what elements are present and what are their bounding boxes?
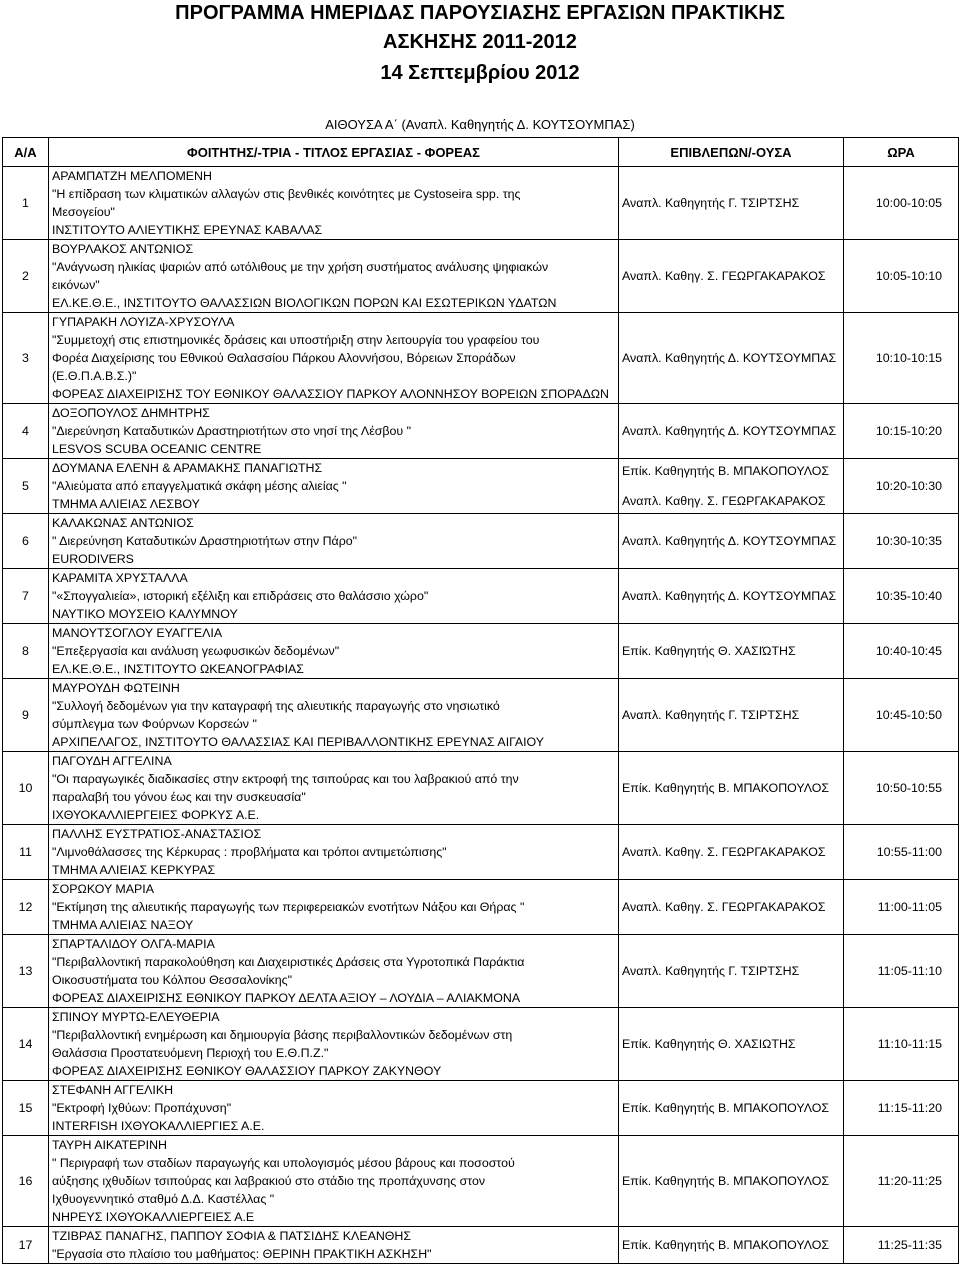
student-cell-line: ΔΟΞΟΠΟΥΛΟΣ ΔΗΜΗΤΡΗΣ [52, 406, 210, 420]
supervisor-cell [619, 404, 844, 459]
supervisor-name: Αναπλ. Καθηγητής Δ. ΚΟΥΤΣΟΥΜΠΑΣ [622, 351, 837, 365]
row-number: 12 [3, 880, 49, 935]
row-number: 5 [3, 459, 49, 514]
table-row [3, 880, 959, 935]
student-cell-line: Μεσογείου" [52, 205, 115, 219]
row-number: 15 [3, 1081, 49, 1136]
student-cell-line: "Λιμνοθάλασσες της Κέρκυρας : προβλήματα και τρόποι αντιμετώπισης" [52, 845, 447, 859]
supervisor-name: Αναπλ. Καθηγητής Δ. ΚΟΥΤΣΟΥΜΠΑΣ [622, 534, 837, 548]
supervisor-name: Αναπλ. Καθηγ. Σ. ΓΕΩΡΓΑΚΑΡΑΚΟΣ [622, 269, 826, 283]
row-number: 6 [3, 514, 49, 569]
supervisor-cell [619, 1136, 844, 1227]
supervisor-cell [619, 240, 844, 313]
student-cell-line: ΤΖΙΒΡΑΣ ΠΑΝΑΓΗΣ, ΠΑΠΠΟΥ ΣΟΦΙΑ & ΠΑΤΣΙΔΗΣ ΚΛΕΑΝΘΗΣ [52, 1229, 412, 1243]
supervisor-cell [619, 1227, 844, 1264]
supervisor-cell [619, 459, 844, 514]
supervisor-cell [619, 313, 844, 404]
time-slot: 10:00-10:05 [844, 167, 959, 240]
student-cell-line: ΣΤΕΦΑΝΗ ΑΓΓΕΛΙΚΗ [52, 1083, 174, 1097]
student-cell-line: "Οι παραγωγικές διαδικασίες στην εκτροφή της τσιπούρας και του λαβρακιού από την [52, 772, 519, 786]
student-cell-line: "Εκτίμηση της αλιευτικής παραγωγής των περιφερειακών ενοτήτων Νάξου και Θήρας " [52, 900, 525, 914]
supervisor-cell [619, 679, 844, 752]
schedule-rows [3, 167, 959, 1264]
table-row [3, 514, 959, 569]
student-cell-line: "Διερεύνηση Καταδυτικών Δραστηριοτήτων στο νησί της Λέσβου " [52, 424, 411, 438]
student-cell-line: (Ε.Θ.Π.Α.Β.Σ.)" [52, 369, 137, 383]
supervisor-name: Επίκ. Καθηγητής Β. ΜΠΑΚΟΠΟΥΛΟΣ [622, 1174, 830, 1188]
student-cell-line: Θαλάσσια Προστατευόμενη Περιοχή του Ε.Θ.Π.Ζ." [52, 1046, 329, 1060]
program-title-line-2: ΑΣΚΗΣΗΣ 2011-2012 [383, 31, 577, 53]
supervisor-name: Αναπλ. Καθηγ. Σ. ΓΕΩΡΓΑΚΑΡΑΚΟΣ [622, 900, 826, 914]
student-cell-line: αύξησης ιχθυδίων τσιπούρας και λαβρακιού στο στάδιο της προπάχυνσης στον [52, 1174, 486, 1188]
student-cell-line: ΒΟΥΡΛΑΚΟΣ ΑΝΤΩΝΙΟΣ [52, 242, 194, 256]
supervisor-name: Αναπλ. Καθηγητής Δ. ΚΟΥΤΣΟΥΜΠΑΣ [622, 589, 837, 603]
student-cell-line: Οικοσυστήματα του Κόλπου Θεσσαλονίκης" [52, 973, 293, 987]
student-cell-line: ΚΑΛΑΚΩΝΑΣ ΑΝΤΩΝΙΟΣ [52, 516, 194, 530]
time-slot: 10:45-10:50 [844, 679, 959, 752]
student-cell-line: "Ανάγνωση ηλικίας ψαριών από ωτόλιθους με την χρήση συστήματος ανάλυσης ψηφιακών [52, 260, 549, 274]
time-slot: 10:30-10:35 [844, 514, 959, 569]
time-slot: 11:10-11:15 [844, 1008, 959, 1081]
time-slot: 11:20-11:25 [844, 1136, 959, 1227]
student-cell-line: ΝΑΥΤΙΚΟ ΜΟΥΣΕΙΟ ΚΑΛΥΜΝΟΥ [52, 607, 238, 621]
supervisor-name: Επίκ. Καθηγητής Θ. ΧΑΣΙΏΤΗΣ [622, 644, 796, 658]
time-slot: 11:05-11:10 [844, 935, 959, 1008]
student-cell-line: ΤΜΗΜΑ ΑΛΙΕΙΑΣ ΝΑΞΟΥ [52, 918, 194, 932]
student-cell [49, 935, 619, 1008]
student-cell-line: ΠΑΓΟΥΔΗ ΑΓΓΕΛΙΝΑ [52, 754, 172, 768]
row-number: 14 [3, 1008, 49, 1081]
student-cell-line: ΜΑΥΡΟΥΔΗ ΦΩΤΕΙΝΗ [52, 681, 180, 695]
time-slot: 10:05-10:10 [844, 240, 959, 313]
row-number: 3 [3, 313, 49, 404]
supervisor-cell [619, 935, 844, 1008]
time-slot: 10:10-10:15 [844, 313, 959, 404]
student-cell [49, 1136, 619, 1227]
student-cell [49, 459, 619, 514]
student-cell-line: "Αλιεύματα από επαγγελματικά σκάφη μέσης αλιείας " [52, 479, 347, 493]
supervisor-name: Αναπλ. Καθηγητής Γ. ΤΣΙΡΤΣΗΣ [622, 708, 800, 722]
student-cell [49, 1227, 619, 1264]
row-number: 9 [3, 679, 49, 752]
student-cell [49, 825, 619, 880]
hall-label: ΑΙΘΟΥΣΑ Α΄ (Αναπλ. Καθηγητής Δ. ΚΟΥΤΣΟΥΜΠΑΣ) [325, 117, 635, 132]
supervisor-name: Επίκ. Καθηγητής Θ. ΧΑΣΙΩΤΗΣ [622, 1037, 796, 1051]
table-row [3, 569, 959, 624]
row-number: 2 [3, 240, 49, 313]
time-slot: 10:40-10:45 [844, 624, 959, 679]
table-row [3, 1136, 959, 1227]
student-cell-line: ΤΑΥΡΗ ΑΙΚΑΤΕΡΙΝΗ [52, 1138, 167, 1152]
time-slot: 10:35-10:40 [844, 569, 959, 624]
student-cell [49, 240, 619, 313]
student-cell [49, 880, 619, 935]
supervisor-name: Αναπλ. Καθηγ. Σ. ΓΕΩΡΓΑΚΑΡΑΚΟΣ [622, 494, 826, 508]
supervisor-cell [619, 624, 844, 679]
column-header-time: ΩΡΑ [844, 138, 959, 167]
row-number: 1 [3, 167, 49, 240]
student-cell-line: ΦΟΡΕΑΣ ΔΙΑΧΕΙΡΙΣΗΣ ΤΟΥ ΕΘΝΙΚΟΥ ΘΑΛΑΣΣΙΟΥ ΠΑΡΚΟΥ ΑΛΟΝΝΗΣΟΥ ΒΟΡΕΙΩΝ ΣΠΟΡΑΔΩΝ [52, 387, 609, 401]
student-cell [49, 624, 619, 679]
table-row [3, 240, 959, 313]
time-slot: 10:15-10:20 [844, 404, 959, 459]
student-cell-line: ΕΛ.ΚΕ.Θ.Ε., ΙΝΣΤΙΤΟΥΤΟ ΩΚΕΑΝΟΓΡΑΦΙΑΣ [52, 662, 304, 676]
table-row [3, 313, 959, 404]
student-cell-line: ΝΗΡΕΥΣ ΙΧΘΥΟΚΑΛΛΙΕΡΓΕΙΕΣ Α.Ε [52, 1210, 255, 1224]
supervisor-name: Αναπλ. Καθηγητής Γ. ΤΣΙΡΤΣΗΣ [622, 964, 800, 978]
table-row [3, 1081, 959, 1136]
student-cell [49, 1008, 619, 1081]
student-cell-line: ΑΡΑΜΠΑΤΖΗ ΜΕΛΠΟΜΕΝΗ [52, 169, 212, 183]
student-cell-line: ΠΑΛΛΗΣ ΕΥΣΤΡΑΤΙΟΣ-ΑΝΑΣΤΑΣΙΟΣ [52, 827, 262, 841]
row-number: 7 [3, 569, 49, 624]
student-cell [49, 679, 619, 752]
student-cell-line: ΣΠΙΝΟΥ ΜΥΡΤΩ-ΕΛΕΥΘΕΡΙΑ [52, 1010, 220, 1024]
time-slot: 10:55-11:00 [844, 825, 959, 880]
student-cell-line: "Η επίδραση των κλιματικών αλλαγών στις βενθικές κοινότητες με Cystoseira spp. της [52, 187, 521, 201]
table-row [3, 752, 959, 825]
student-cell-line: INTERFISH ΙΧΘΥΟΚΑΛΛΙΕΡΓΙΕΣ Α.Ε. [52, 1119, 265, 1133]
student-cell-line: LESVOS SCUBA OCEANIC CENTRE [52, 442, 262, 456]
student-cell-line: ΤΜΗΜΑ ΑΛΙΕΙΑΣ ΚΕΡΚΥΡΑΣ [52, 863, 216, 877]
time-slot: 11:25-11:35 [844, 1227, 959, 1264]
supervisor-name: Αναπλ. Καθηγ. Σ. ΓΕΩΡΓΑΚΑΡΑΚΟΣ [622, 845, 826, 859]
supervisor-cell [619, 1008, 844, 1081]
supervisor-name: Αναπλ. Καθηγητής Γ. ΤΣΙΡΤΣΗΣ [622, 196, 800, 210]
student-cell-line: Φορέα Διαχείρισης του Εθνικού Θαλασσίου Πάρκου Αλοννήσου, Βόρειων Σποράδων [52, 351, 516, 365]
student-cell-line: ΙΝΣΤΙΤΟΥΤΟ ΑΛΙΕΥΤΙΚΗΣ ΕΡΕΥΝΑΣ ΚΑΒΑΛΑΣ [52, 223, 323, 237]
student-cell-line: ΜΑΝΟΥΤΣΟΓΛΟΥ ΕΥΑΓΓΕΛΙΑ [52, 626, 223, 640]
student-cell-line: " Διερεύνηση Καταδυτικών Δραστηριοτήτων στην Πάρο" [52, 534, 358, 548]
student-cell-line: ΚΑΡΑΜΙΤΑ ΧΡΥΣΤΑΛΛΑ [52, 571, 188, 585]
student-cell [49, 404, 619, 459]
student-cell-line: "Εκτροφή Ιχθύων: Προπάχυνση" [52, 1101, 232, 1115]
supervisor-name: Αναπλ. Καθηγητής Δ. ΚΟΥΤΣΟΥΜΠΑΣ [622, 424, 837, 438]
student-cell [49, 514, 619, 569]
student-cell [49, 569, 619, 624]
student-cell [49, 313, 619, 404]
student-cell-line: " Περιγραφή των σταδίων παραγωγής και υπολογισμός μέσου βάρους και ποσοστού [52, 1156, 515, 1170]
table-row [3, 679, 959, 752]
column-header-student: ΦΟΙΤΗΤΗΣ/-ΤΡΙΑ - ΤΙΤΛΟΣ ΕΡΓΑΣΙΑΣ - ΦΟΡΕΑΣ [49, 138, 619, 167]
student-cell [49, 1081, 619, 1136]
table-row [3, 825, 959, 880]
supervisor-cell [619, 880, 844, 935]
student-cell [49, 752, 619, 825]
row-number: 16 [3, 1136, 49, 1227]
student-cell-line: "Συμμετοχή στις επιστημονικές δράσεις και υποστήριξη στην λειτουργία του γραφείου του [52, 333, 540, 347]
student-cell-line: σύμπλεγμα των Φούρνων Κορσεών " [52, 717, 257, 731]
supervisor-name: Επίκ. Καθηγητής Β. ΜΠΑΚΟΠΟΥΛΟΣ [622, 464, 830, 478]
supervisor-cell [619, 167, 844, 240]
supervisor-cell [619, 752, 844, 825]
supervisor-cell [619, 825, 844, 880]
student-cell-line: "Εργασία στο πλαίσιο του μαθήματος: ΘΕΡΙΝΗ ΠΡΑΚΤΙΚΗ ΑΣΚΗΣΗ" [52, 1247, 432, 1261]
program-date: 14 Σεπτεμβρίου 2012 [380, 62, 580, 84]
student-cell-line: ΕΛ.ΚΕ.Θ.Ε., ΙΝΣΤΙΤΟΥΤΟ ΘΑΛΑΣΣΙΩΝ ΒΙΟΛΟΓΙΚΩΝ ΠΟΡΩΝ ΚΑΙ ΕΣΩΤΕΡΙΚΩΝ ΥΔΑΤΩΝ [52, 296, 557, 310]
row-number: 4 [3, 404, 49, 459]
row-number: 17 [3, 1227, 49, 1264]
table-row [3, 459, 959, 514]
student-cell-line: ΓΥΠΑΡΑΚΗ ΛΟΥΙΖΑ-ΧΡΥΣΟΥΛΑ [52, 315, 235, 329]
student-cell-line: "Συλλογή δεδομένων για την καταγραφή της αλιευτικής παραγωγής στο νησιωτικό [52, 699, 500, 713]
student-cell-line: ΙΧΘΥΟΚΑΛΛΙΕΡΓΕΙΕΣ ΦΟΡΚΥΣ Α.Ε. [52, 808, 260, 822]
supervisor-name: Επίκ. Καθηγητής Β. ΜΠΑΚΟΠΟΥΛΟΣ [622, 781, 830, 795]
time-slot: 11:15-11:20 [844, 1081, 959, 1136]
student-cell [49, 167, 619, 240]
student-cell-line: ΑΡΧΙΠΕΛΑΓΟΣ, ΙΝΣΤΙΤΟΥΤΟ ΘΑΛΑΣΣΙΑΣ ΚΑΙ ΠΕΡΙΒΑΛΛΟΝΤΙΚΗΣ ΕΡΕΥΝΑΣ ΑΙΓΑΙΟΥ [52, 735, 545, 749]
student-cell-line: "«Σπογγαλιεία», ιστορική εξέλιξη και επιδράσεις στο θαλάσσιο χώρο" [52, 589, 429, 603]
row-number: 11 [3, 825, 49, 880]
program-title-line-1: ΠΡΟΓΡΑΜΜΑ ΗΜΕΡΙΔΑΣ ΠΑΡΟΥΣΙΑΣΗΣ ΕΡΓΑΣΙΩΝ ΠΡΑΚΤΙΚΗΣ [175, 2, 785, 24]
time-slot: 10:50-10:55 [844, 752, 959, 825]
table-row [3, 404, 959, 459]
student-cell-line: "Επεξεργασία και ανάλυση γεωφυσικών δεδομένων" [52, 644, 340, 658]
column-header-num: Α/Α [3, 138, 49, 167]
student-cell-line: παραλαβή του γόνου έως και την συσκευασία" [52, 790, 306, 804]
supervisor-name: Επίκ. Καθηγητής Β. ΜΠΑΚΟΠΟΥΛΟΣ [622, 1238, 830, 1252]
student-cell-line: Ιχθυογεννητικό σταθμό Δ.Δ. Καστέλλας " [52, 1192, 275, 1206]
student-cell-line: ΦΟΡΕΑΣ ΔΙΑΧΕΙΡΙΣΗΣ ΕΘΝΙΚΟΥ ΠΑΡΚΟΥ ΔΕΛΤΑ ΑΞΙΟΥ – ΛΟΥΔΙΑ – ΑΛΙΑΚΜΟΝΑ [52, 991, 521, 1005]
student-cell-line: EURODIVERS [52, 552, 134, 566]
time-slot: 10:20-10:30 [844, 459, 959, 514]
student-cell-line: ΣΠΑΡΤΑΛΙΔΟΥ ΟΛΓΑ-ΜΑΡΙΑ [52, 937, 215, 951]
supervisor-cell [619, 514, 844, 569]
student-cell-line: "Περιβαλλοντική παρακολούθηση και Διαχειριστικές Δράσεις στα Υγροτοπικά Παράκτια [52, 955, 525, 969]
student-cell-line: ΔΟΥΜΑΝΑ ΕΛΕΝΗ & ΑΡΑΜΑΚΗΣ ΠΑΝΑΓΙΩΤΗΣ [52, 461, 323, 475]
column-header-supervisor: ΕΠΙΒΛΕΠΩΝ/-ΟΥΣΑ [619, 138, 844, 167]
row-number: 10 [3, 752, 49, 825]
schedule-table [2, 137, 959, 1264]
table-row [3, 935, 959, 1008]
table-row [3, 624, 959, 679]
schedule-header-row [3, 138, 959, 167]
supervisor-cell [619, 569, 844, 624]
student-cell-line: ΤΜΗΜΑ ΑΛΙΕΙΑΣ ΛΕΣΒΟΥ [52, 497, 200, 511]
student-cell-line: "Περιβαλλοντική ενημέρωση και δημιουργία βάσης περιβαλλοντικών δεδομένων στη [52, 1028, 513, 1042]
table-row [3, 167, 959, 240]
supervisor-name: Επίκ. Καθηγητής Β. ΜΠΑΚΟΠΟΥΛΟΣ [622, 1101, 830, 1115]
time-slot: 11:00-11:05 [844, 880, 959, 935]
table-row [3, 1227, 959, 1264]
supervisor-cell [619, 1081, 844, 1136]
student-cell-line: ΣΟΡΩΚΟΥ ΜΑΡΙΑ [52, 882, 154, 896]
table-row [3, 1008, 959, 1081]
student-cell-line: ΦΟΡΕΑΣ ΔΙΑΧΕΙΡΙΣΗΣ ΕΘΝΙΚΟΥ ΘΑΛΑΣΣΙΟΥ ΠΑΡΚΟΥ ΖΑΚΥΝΘΟΥ [52, 1064, 442, 1078]
row-number: 13 [3, 935, 49, 1008]
row-number: 8 [3, 624, 49, 679]
student-cell-line: εικόνων" [52, 278, 100, 292]
